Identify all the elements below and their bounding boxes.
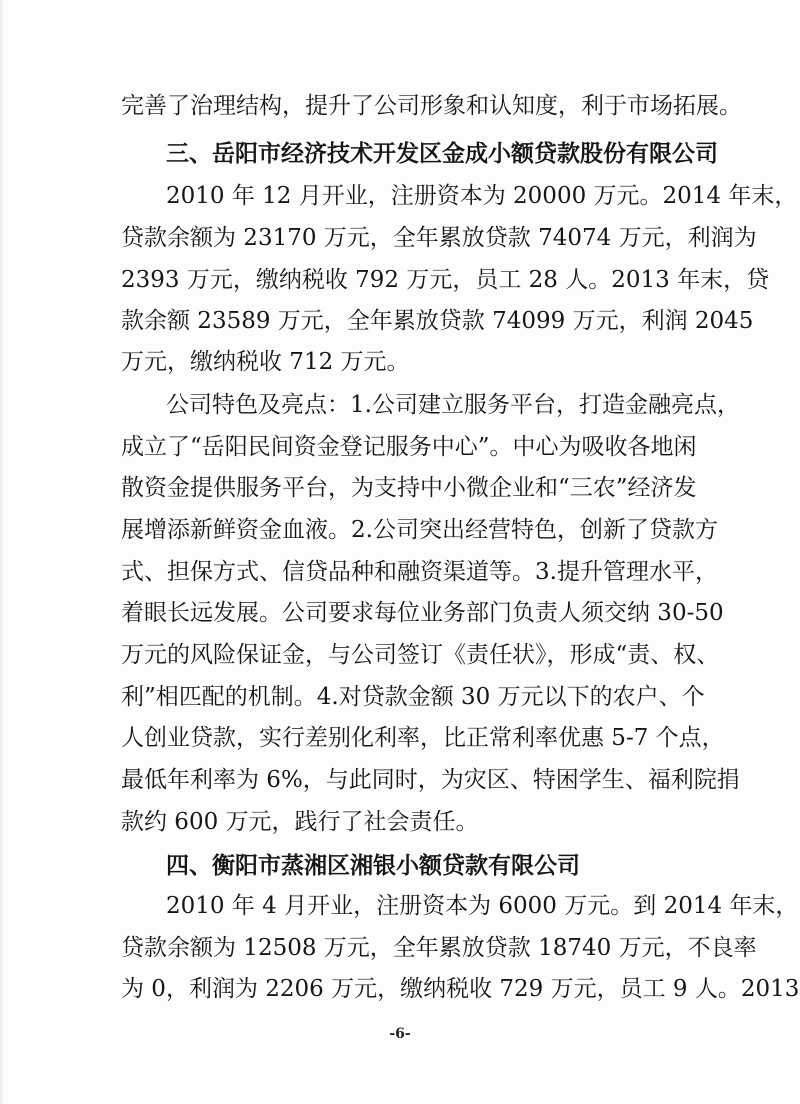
body-line-1-text: 完善了治理结构，提升了公司形象和认知度，利于市场拓展。 [121,93,742,119]
body-line-13 [0,593,800,633]
body-line-14 [0,635,800,675]
body-line-11-text: 展增添新鲜资金血液。2.公司突出经营特色，创新了贷款方 [121,517,718,543]
body-line-10 [0,468,800,508]
body-line-9-text: 成立了“岳阳民间资金登记服务中心”。中心为吸收各地闲 [121,434,697,460]
body-line-14-text: 万元的风险保证金，与公司签订《责任状》，形成“责、权、 [121,642,720,668]
body-line-17 [0,760,800,800]
section-heading-three-text: 三、岳阳市经济技术开发区金成小额贷款股份有限公司 [166,140,718,167]
body-line-12-text: 式、担保方式、信贷品种和融资渠道等。3.提升管理水平， [121,559,718,585]
body-line-15-text: 利”相匹配的机制。4.对贷款金额 30 万元以下的农户、个 [121,684,705,710]
body-line-20-text: 2010 年 4 月开业，注册资本为 6000 万元。到 2014 年末， [166,893,799,919]
body-line-1 [0,86,800,126]
body-line-6-text: 款余额 23589 万元，全年累放贷款 74099 万元，利润 2045 [121,308,754,334]
body-line-22-text: 为 0，利润为 2206 万元，缴纳税收 729 万元，员工 9 人。2013 [121,976,800,1002]
body-line-18 [0,802,800,842]
body-line-15 [0,677,800,717]
body-line-5 [0,260,800,300]
body-line-8-text: 公司特色及亮点：1.公司建立服务平台，打造金融亮点， [166,392,740,418]
body-line-3-text: 2010 年 12 月开业，注册资本为 20000 万元。2014 年末， [166,183,798,209]
body-line-7-text: 万元，缴纳税收 712 万元。 [121,349,410,375]
section-heading-three [0,134,800,174]
body-line-10-text: 散资金提供服务平台，为支持中小微企业和“三农”经济发 [121,475,697,501]
body-line-11 [0,510,800,550]
body-line-20 [0,886,800,926]
body-line-18-text: 款约 600 万元，践行了社会责任。 [121,809,479,835]
body-line-21 [0,928,800,968]
body-line-16 [0,718,800,758]
body-line-8 [0,385,800,425]
body-line-3 [0,176,800,216]
body-line-16-text: 人创业贷款，实行差别化利率，比正常利率优惠 5-7 个点， [121,725,725,751]
section-heading-four-text: 四、衡阳市蒸湘区湘银小额贷款有限公司 [166,852,580,879]
body-line-7 [0,342,800,382]
body-line-9 [0,427,800,467]
body-line-12 [0,552,800,592]
page-number: -6- [389,1026,411,1042]
body-line-4 [0,218,800,258]
body-line-22 [0,969,800,1009]
section-heading-four [0,846,800,886]
body-line-6 [0,301,800,341]
body-line-4-text: 贷款余额为 23170 万元，全年累放贷款 74074 万元，利润为 [121,225,757,251]
body-line-21-text: 贷款余额为 12508 万元，全年累放贷款 18740 万元，不良率 [121,935,757,961]
body-line-5-text: 2393 万元，缴纳税收 792 万元，员工 28 人。2013 年末，贷 [121,267,770,293]
body-line-17-text: 最低年利率为 6%，与此同时，为灾区、特困学生、福利院捐 [121,767,740,793]
body-line-13-text: 着眼长远发展。公司要求每位业务部门负责人须交纳 30-50 [121,600,724,626]
